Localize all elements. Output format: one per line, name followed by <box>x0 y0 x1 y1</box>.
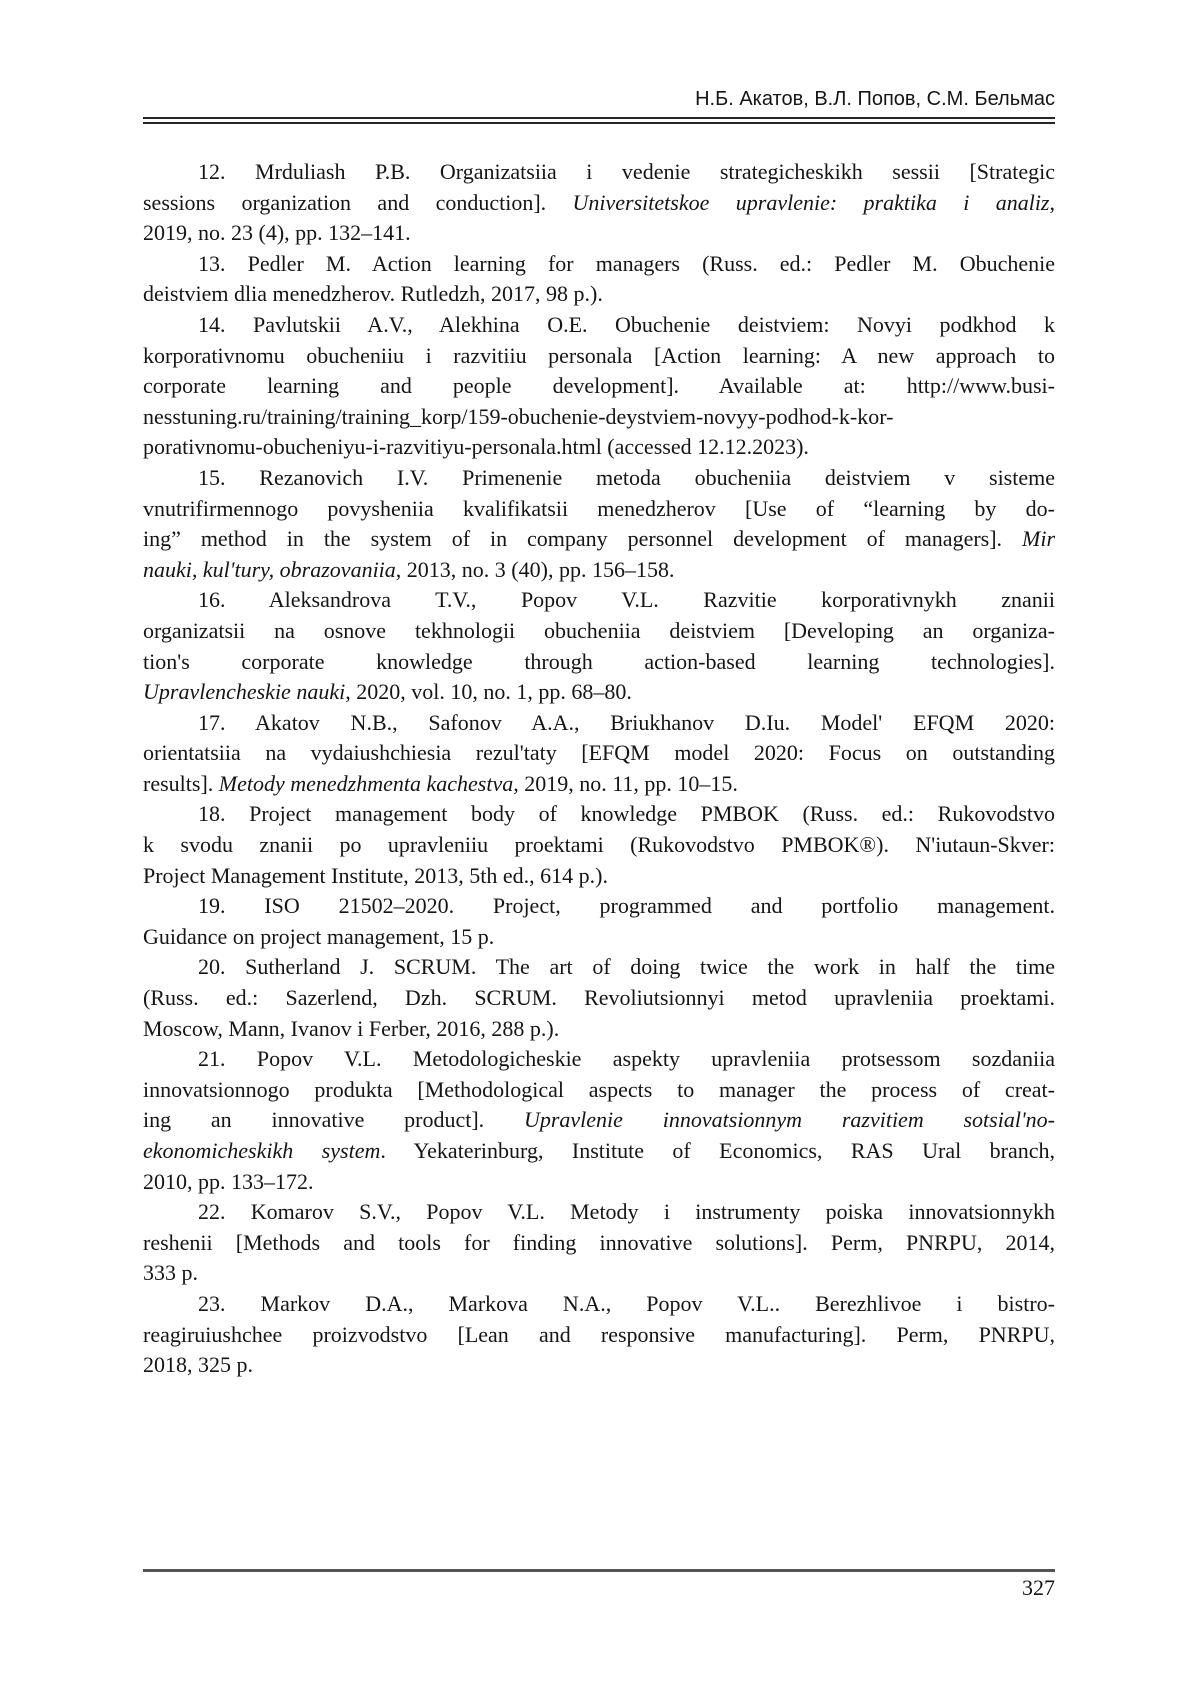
reference-line <box>143 891 1055 922</box>
reference-text: 19. ISO 21502–2020. Project, programmed and portfolio management. <box>198 893 1055 919</box>
reference-text: korporativnomu obucheniiu i razvitiiu personala [Action learning: A new approach to <box>143 342 1055 368</box>
reference-text: 2019, no. 23 (4), pp. 132–141. <box>143 220 411 246</box>
reference-text: k svodu znanii po upravleniiu proektami (Rukovodstvo PMBOK®). N'iutaun-Skver: <box>143 832 1055 858</box>
reference-line <box>143 1167 1055 1198</box>
reference-text: 12. Mrduliash P.B. Organizatsiia i vedenie strategicheskikh sessii [Strategic <box>198 159 1055 184</box>
reference-text: results]. <box>143 770 219 796</box>
reference-text-italic: Upravlencheskie nauki <box>143 679 346 705</box>
reference-text: vnutrifirmennogo povysheniia kvalifikatsii menedzherov [Use of “learning by do- <box>143 495 1055 521</box>
reference-text-italic: Upravlenie innovatsionnym razvitiem sotsial'no- <box>523 1107 1055 1133</box>
reference-line <box>143 769 1055 800</box>
reference-text: 21. Popov V.L. Metodologicheskie aspekty upravleniia protsessom sozdaniia <box>198 1046 1055 1072</box>
page-header-authors: Н.Б. Акатов, В.Л. Попов, С.М. Бельмас <box>695 88 1055 110</box>
reference-item <box>143 1197 1055 1289</box>
reference-line <box>143 555 1055 586</box>
reference-text: orientatsiia na vydaiushchiesia rezul'taty [EFQM model 2020: Focus on outstanding <box>143 740 1055 766</box>
reference-text: , 2013, no. 3 (40), pp. 156–158. <box>395 556 675 582</box>
reference-text: , <box>1049 189 1055 215</box>
footer-rule <box>143 1569 1055 1572</box>
reference-text: Moscow, Mann, Ivanov i Ferber, 2016, 288 p.). <box>143 1015 560 1041</box>
reference-text: sessions organization and conduction]. <box>143 189 573 215</box>
reference-line <box>143 952 1055 983</box>
reference-text: deistviem dlia menedzherov. Rutledzh, 2017, 98 p.). <box>143 281 603 307</box>
reference-line <box>143 708 1055 739</box>
reference-text: 2018, 325 p. <box>143 1352 253 1378</box>
reference-text: ing an innovative product]. <box>143 1107 524 1133</box>
reference-line <box>143 1228 1055 1259</box>
reference-text: reagiruiushchee proizvodstvo [Lean and responsive manufacturing]. Perm, PNRPU, <box>143 1321 1055 1347</box>
reference-text-italic: nauki, kul'tury, obrazovaniia <box>143 556 396 582</box>
reference-line <box>143 218 1055 249</box>
reference-line <box>143 1105 1055 1136</box>
reference-line <box>143 585 1055 616</box>
reference-text: innovatsionnogo produkta [Methodological aspects to manager the process of creat- <box>143 1076 1055 1102</box>
reference-item <box>143 310 1055 463</box>
reference-item <box>143 157 1055 249</box>
reference-line <box>143 463 1055 494</box>
reference-line <box>143 188 1055 219</box>
reference-line <box>143 1258 1055 1289</box>
reference-item <box>143 1289 1055 1381</box>
reference-line <box>143 157 1055 188</box>
reference-item <box>143 249 1055 310</box>
reference-item <box>143 708 1055 800</box>
reference-text: Project Management Institute, 2013, 5th ed., 614 p.). <box>143 862 608 888</box>
reference-line <box>143 1320 1055 1351</box>
references-list <box>143 157 1055 1381</box>
reference-line <box>143 616 1055 647</box>
reference-item <box>143 1044 1055 1197</box>
reference-text: porativnomu-obucheniyu-i-razvitiyu-personala.html (accessed 12.12.2023). <box>143 434 809 460</box>
reference-text-italic: ekonomicheskikh system <box>143 1138 381 1163</box>
reference-text: ing” method in the system of in company personnel development of managers]. <box>143 526 1022 552</box>
reference-item <box>143 585 1055 707</box>
reference-line <box>143 738 1055 769</box>
reference-line <box>143 341 1055 372</box>
reference-text-italic: Universitetskoe upravlenie: praktika i analiz <box>572 189 1050 215</box>
reference-line <box>143 1289 1055 1320</box>
reference-line <box>143 983 1055 1014</box>
reference-text: 16. Aleksandrova T.V., Popov V.L. Razvitie korporativnykh znanii <box>198 587 1055 613</box>
reference-line <box>143 647 1055 678</box>
reference-text: tion's corporate knowledge through action-based learning technologies]. <box>143 648 1055 674</box>
reference-text: , 2020, vol. 10, no. 1, pp. 68–80. <box>345 679 632 705</box>
reference-text: 22. Komarov S.V., Popov V.L. Metody i instrumenty poiska innovatsionnykh <box>198 1199 1055 1225</box>
reference-line <box>143 1197 1055 1228</box>
reference-text: , 2019, no. 11, pp. 10–15. <box>513 770 738 796</box>
reference-line <box>143 1075 1055 1106</box>
reference-text: 2010, pp. 133–172. <box>143 1168 314 1194</box>
reference-text: reshenii [Methods and tools for finding innovative solutions]. Perm, PNRPU, 2014, <box>143 1229 1055 1255</box>
reference-text: 18. Project management body of knowledge PMBOK (Russ. ed.: Rukovodstvo <box>198 801 1055 827</box>
reference-line <box>143 861 1055 892</box>
reference-line <box>143 494 1055 525</box>
reference-line <box>143 1136 1055 1167</box>
reference-text-italic: Metody menedzhmenta kachestva <box>218 770 514 796</box>
reference-line <box>143 371 1055 402</box>
reference-text: corporate learning and people development]. Available at: http://www.busi- <box>143 373 1055 399</box>
reference-line <box>143 279 1055 310</box>
reference-line <box>143 922 1055 953</box>
header-double-rule <box>143 117 1055 124</box>
reference-line <box>143 524 1055 555</box>
reference-line <box>143 249 1055 280</box>
reference-item <box>143 952 1055 1044</box>
reference-item <box>143 463 1055 585</box>
page-number: 327 <box>1022 1575 1055 1600</box>
reference-text: (Russ. ed.: Sazerlend, Dzh. SCRUM. Revoliutsionnyi metod upravleniia proektami. <box>143 985 1055 1011</box>
reference-line <box>143 1044 1055 1075</box>
reference-line <box>143 310 1055 341</box>
reference-text: 333 p. <box>143 1260 198 1286</box>
reference-text: 13. Pedler M. Action learning for managers (Russ. ed.: Pedler M. Obuchenie <box>198 250 1055 276</box>
reference-line <box>143 402 1055 433</box>
reference-text: . Yekaterinburg, Institute of Economics, RAS Ural branch, <box>380 1138 1055 1163</box>
reference-text: Guidance on project management, 15 p. <box>143 923 495 949</box>
reference-line <box>143 799 1055 830</box>
reference-text: nesstuning.ru/training/training_korp/159-obuchenie-deystviem-novyy-podhod-k-kor- <box>143 403 894 429</box>
reference-text: 14. Pavlutskii A.V., Alekhina O.E. Obuchenie deistviem: Novyi podkhod k <box>198 311 1055 337</box>
reference-item <box>143 891 1055 952</box>
reference-line <box>143 1350 1055 1381</box>
reference-text: 23. Markov D.A., Markova N.A., Popov V.L.. Berezhlivoe i bistro- <box>198 1290 1055 1316</box>
reference-line <box>143 1014 1055 1045</box>
reference-line <box>143 677 1055 708</box>
reference-line <box>143 830 1055 861</box>
reference-text: 15. Rezanovich I.V. Primenenie metoda obucheniia deistviem v sisteme <box>198 464 1055 490</box>
reference-item <box>143 799 1055 891</box>
reference-text-italic: Mir <box>1022 526 1055 552</box>
reference-text: 20. Sutherland J. SCRUM. The art of doing twice the work in half the time <box>198 954 1055 980</box>
reference-text: organizatsii na osnove tekhnologii obucheniia deistviem [Developing an organiza- <box>143 617 1055 643</box>
reference-line <box>143 432 1055 463</box>
reference-text: 17. Akatov N.B., Safonov A.A., Briukhanov D.Iu. Model' EFQM 2020: <box>198 709 1055 735</box>
